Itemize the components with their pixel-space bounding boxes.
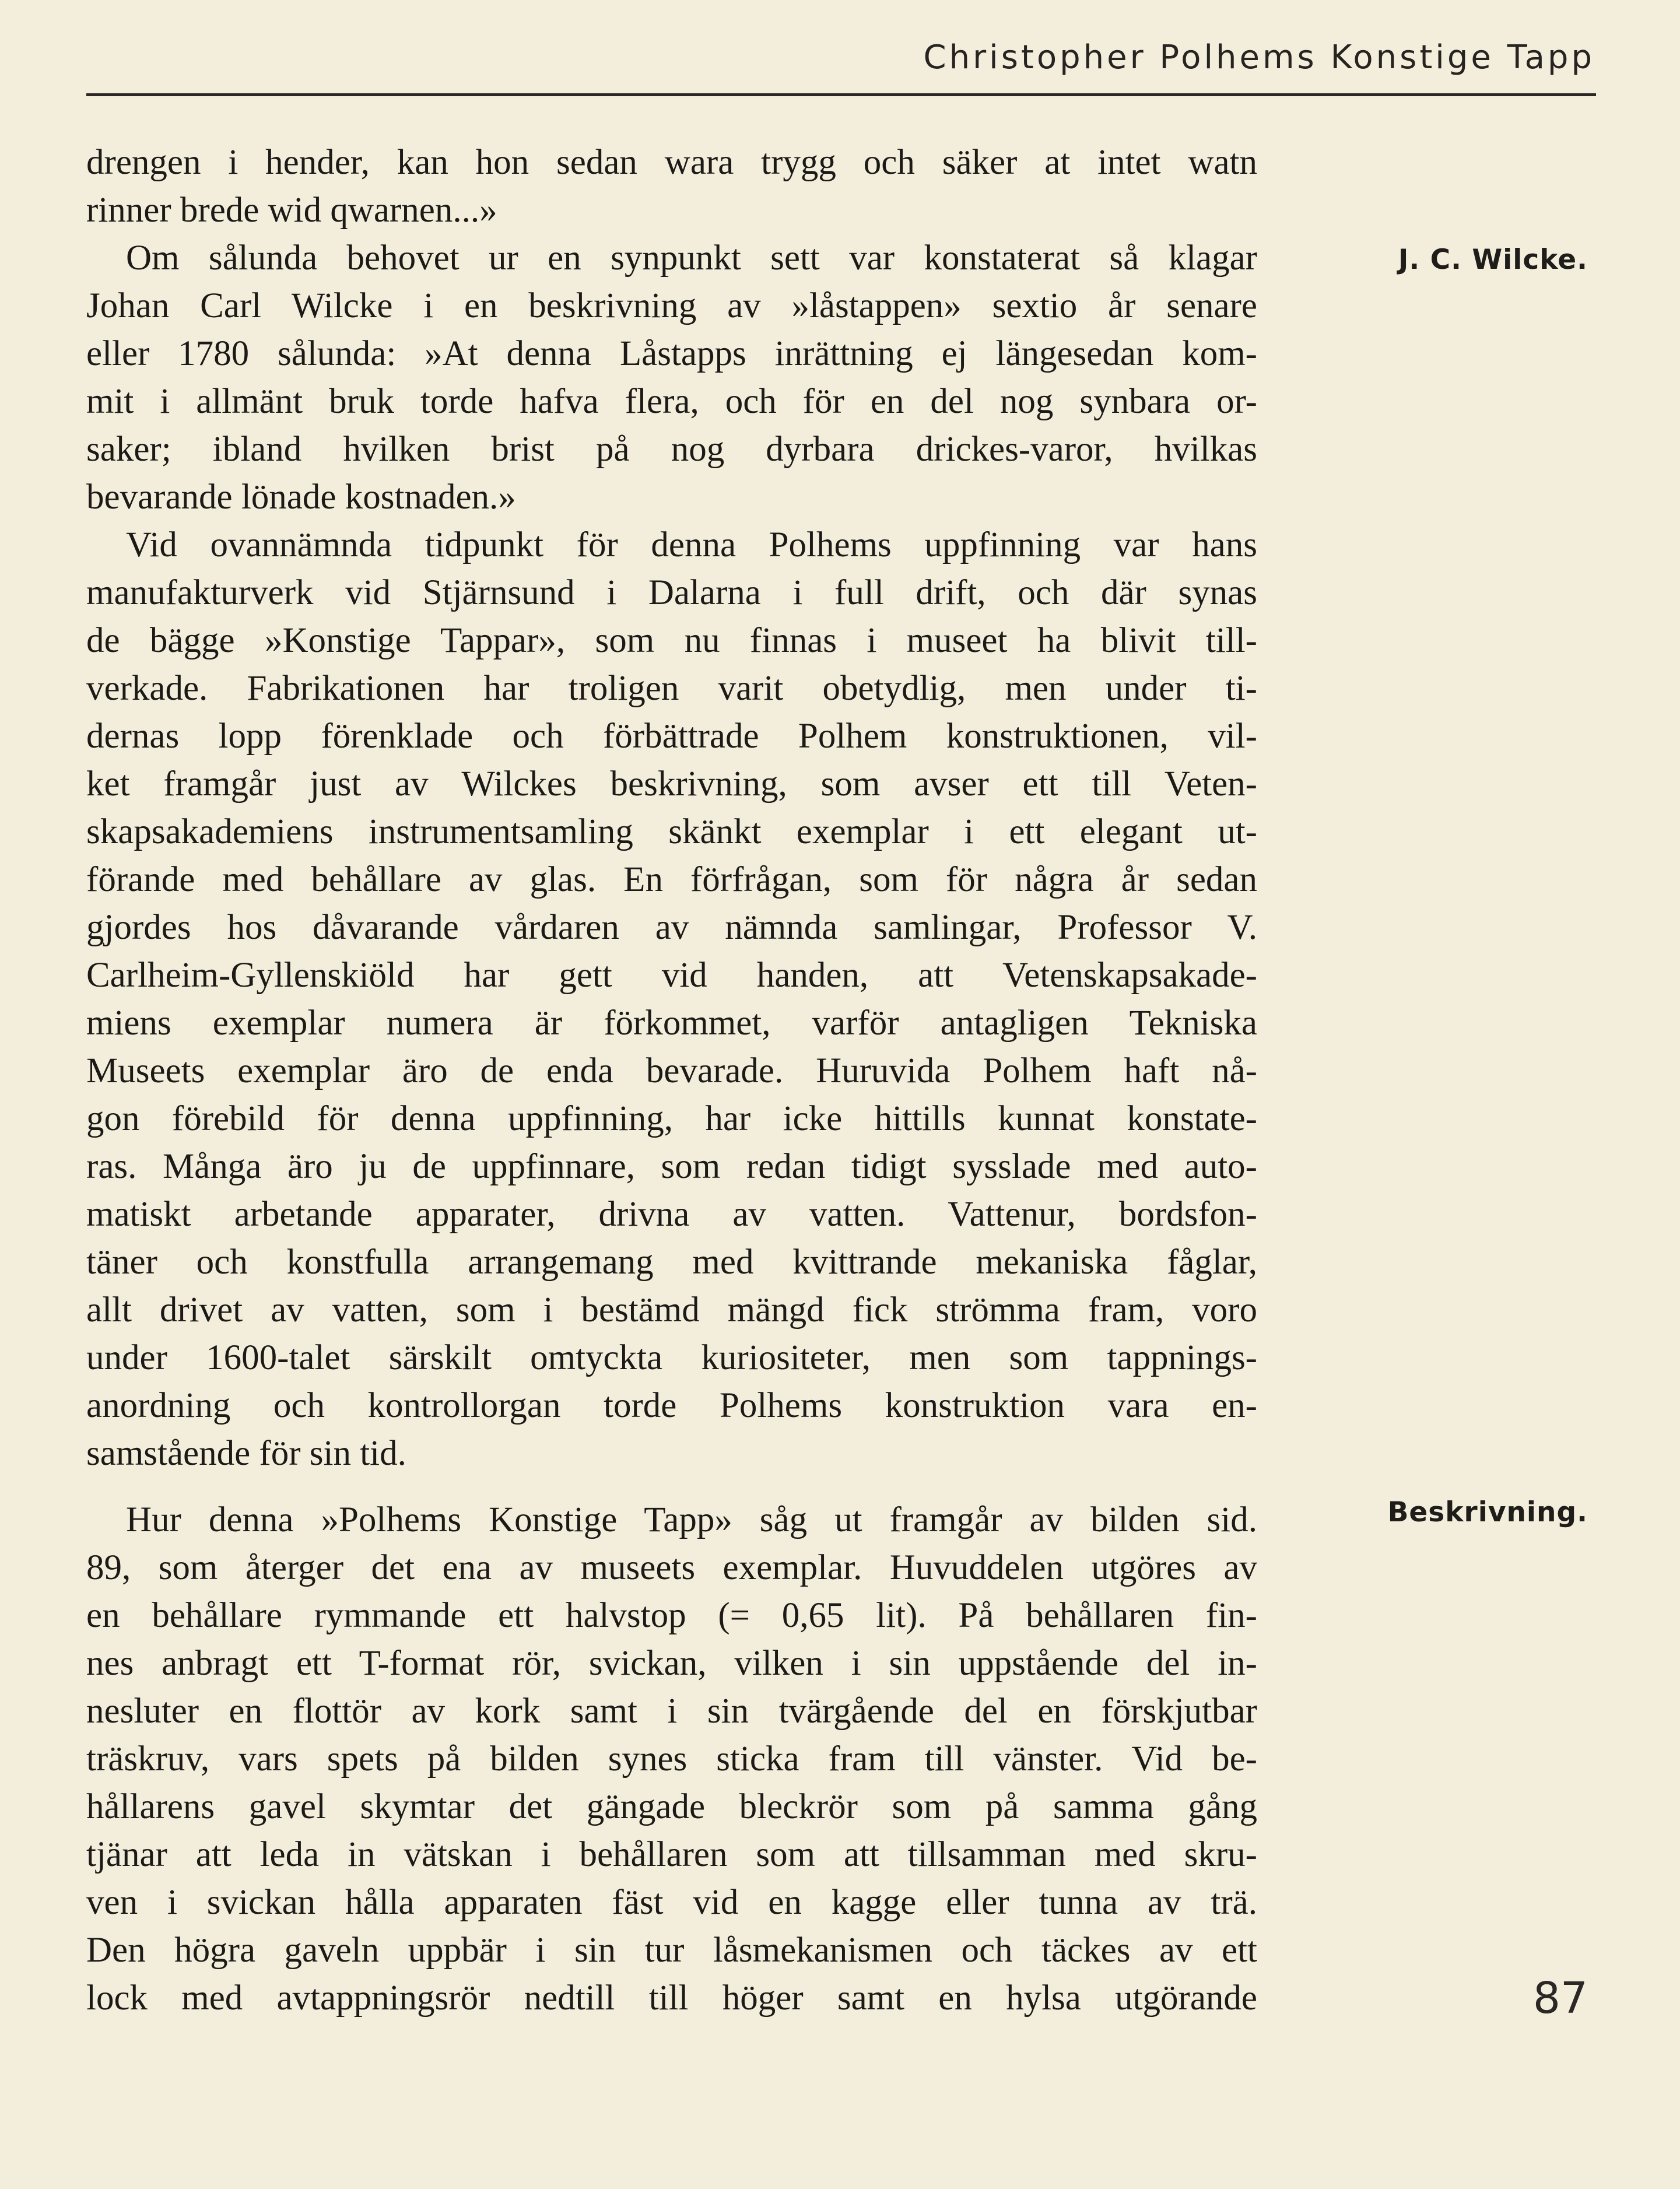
page-number: 87 (1532, 1973, 1588, 2023)
text-line: nesluter en flottör av kork samt i sin tvärgående del en förskjutbar (86, 1692, 1257, 1731)
text-line: dernas lopp förenklade och förbättrade Polhem konstruktionen, vil- (86, 717, 1257, 756)
margin-note-beskrivning: Beskrivning. (1387, 1496, 1588, 1528)
text-line: allt drivet av vatten, som i bestämd mängd fick strömma fram, voro (86, 1290, 1257, 1329)
text-line: anordning och kontrollorgan torde Polhems konstruktion vara en- (86, 1386, 1257, 1425)
text-line: träskruv, vars spets på bilden synes sticka fram till vänster. Vid be- (86, 1739, 1257, 1778)
text-line: nes anbragt ett T-format rör, svickan, vilken i sin uppstående del in- (86, 1644, 1257, 1683)
text-line: verkade. Fabrikationen har troligen varit obetydlig, men under ti- (86, 669, 1257, 708)
text-line: hållarens gavel skymtar det gängade bleckrör som på samma gång (86, 1787, 1257, 1826)
text-line: manufakturverk vid Stjärnsund i Dalarna i full drift, och där synas (86, 573, 1257, 612)
text-line: gon förebild för denna uppfinning, har icke hittills kunnat konstate- (86, 1099, 1257, 1138)
text-line: Om sålunda behovet ur en synpunkt sett var konstaterat så klagar (126, 238, 1257, 278)
text-line: samstående för sin tid. (86, 1434, 406, 1473)
text-line: Museets exemplar äro de enda bevarade. Huruvida Polhem haft nå- (86, 1051, 1257, 1090)
margin-note-wilcke: J. C. Wilcke. (1398, 244, 1588, 276)
text-line: matiskt arbetande apparater, drivna av vatten. Vattenur, bordsfon- (86, 1195, 1257, 1234)
text-line: rinner brede wid qwarnen...» (86, 191, 497, 230)
text-line: lock med avtappningsrör nedtill till höger samt en hylsa utgörande (86, 1978, 1257, 2018)
text-line: eller 1780 sålunda: »At denna Låstapps inrättning ej längesedan kom- (86, 334, 1257, 373)
text-line: under 1600-talet särskilt omtyckta kuriositeter, men som tappnings- (86, 1338, 1257, 1377)
text-line: skapsakademiens instrumentsamling skänkt exemplar i ett elegant ut- (86, 812, 1257, 851)
text-line: en behållare rymmande ett halvstop (= 0,65 lit). På behållaren fin- (86, 1596, 1257, 1635)
text-line: ket framgår just av Wilckes beskrivning, som avser ett till Veten- (86, 764, 1257, 804)
running-title: Christopher Polhems Konstige Tapp (923, 38, 1595, 76)
text-line: saker; ibland hvilken brist på nog dyrbara drickes-varor, hvilkas (86, 430, 1257, 469)
text-line: Den högra gaveln uppbär i sin tur låsmekanismen och täckes av ett (86, 1931, 1257, 1970)
text-line: 89, som återger det ena av museets exemplar. Huvuddelen utgöres av (86, 1548, 1257, 1587)
text-line: Johan Carl Wilcke i en beskrivning av »låstappen» sextio år senare (86, 286, 1257, 325)
text-line: Vid ovannämnda tidpunkt för denna Polhems uppfinning var hans (126, 525, 1257, 564)
text-line: förande med behållare av glas. En förfrågan, som för några år sedan (86, 860, 1257, 899)
text-line: Carlheim-Gyllenskiöld har gett vid handen, att Vetenskapsakade- (86, 956, 1257, 995)
text-line: gjordes hos dåvarande vårdaren av nämnda samlingar, Professor V. (86, 908, 1257, 947)
text-line: de bägge »Konstige Tappar», som nu finnas i museet ha blivit till- (86, 621, 1257, 660)
header-rule (86, 93, 1596, 96)
text-line: tjänar att leda in vätskan i behållaren som att tillsamman med skru- (86, 1835, 1257, 1874)
text-line: mit i allmänt bruk torde hafva flera, och för en del nog synbara or- (86, 382, 1257, 421)
text-line: ras. Många äro ju de uppfinnare, som redan tidigt sysslade med auto- (86, 1147, 1257, 1186)
text-line: miens exemplar numera är förkommet, varför antagligen Tekniska (86, 1004, 1257, 1043)
text-line: drengen i hender, kan hon sedan wara trygg och säker at intet watn (86, 143, 1257, 182)
text-line: bevarande lönade kostnaden.» (86, 478, 516, 517)
text-line: Hur denna »Polhems Konstige Tapp» såg ut framgår av bilden sid. (126, 1500, 1257, 1539)
text-line: täner och konstfulla arrangemang med kvittrande mekaniska fåglar, (86, 1243, 1257, 1282)
text-line: ven i svickan hålla apparaten fäst vid en kagge eller tunna av trä. (86, 1883, 1257, 1922)
